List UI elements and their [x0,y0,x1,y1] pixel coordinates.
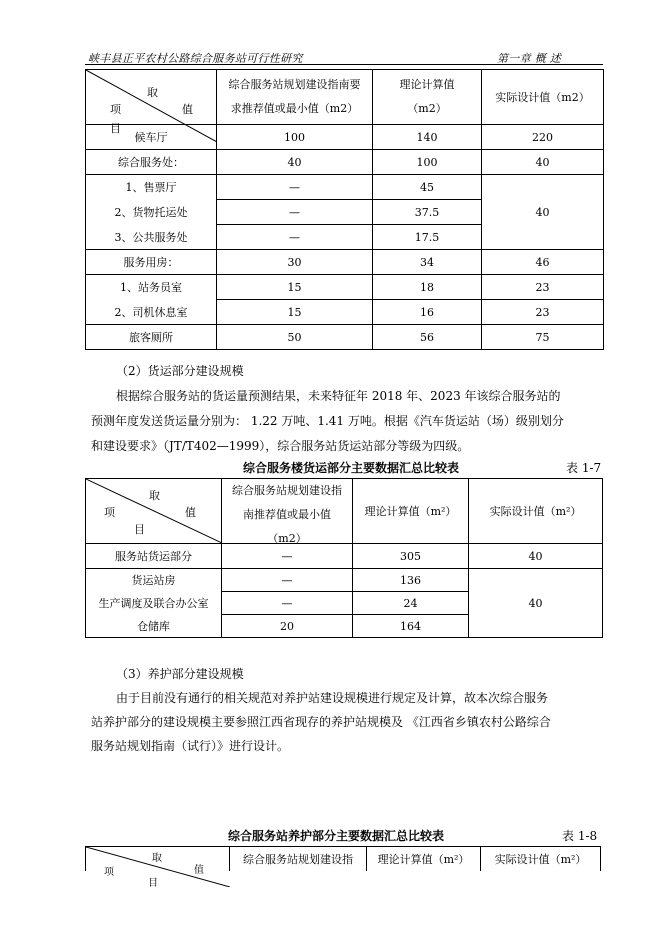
diag2-label-zhi: 值 [185,506,196,519]
row-calc: 136 [353,569,469,592]
section3-line1: 由于目前没有通行的相关规范对养护站建设规模进行规定及计算，故本次综合服务 [116,691,549,705]
row-calc: 140 [373,125,482,150]
diag2-label-xiang: 项 [104,506,115,519]
row-calc: 34 [373,250,482,275]
col-header-calc [373,70,482,125]
row-guide: — [222,544,353,569]
section2-line2: 预测年度发送货运量分别为： 1.22 万吨、1.41 万吨。根据《汽车货运站（场）级别划分 [91,414,564,428]
row-actual: 23 [482,300,604,325]
t2-col-header-guide-line3: （m2） [267,532,307,543]
row-name: 1、售票厅 [86,175,217,200]
row-calc: 305 [353,544,469,569]
table2-caption: 综合服务楼货运部分主要数据汇总比较表 [243,461,460,475]
t2-col-header-guide-line1: 综合服务站规划建设指 [232,484,342,497]
table-2 [85,478,603,638]
diag-label-xiang: 项 [110,103,121,116]
row-name: 1、站务员室 [86,275,217,300]
row-guide: 50 [217,325,373,350]
table-row [86,175,604,200]
section2-line1: 根据综合服务站的货运量预测结果，未来特征年 2018 年、2023 年该综合服务站的 [116,389,561,403]
diag-header-cell-2 [86,479,222,544]
row-name: 货运站房 [86,569,222,592]
row-guide: — [217,200,373,225]
col-header-actual: 实际设计值（m2） [482,70,604,125]
section3-line2: 站养护部分的建设规模主要参照江西省现存的养护站规模及 《江西省乡镇农村公路综合 [91,715,551,729]
diag2-label-mu: 目 [134,523,145,536]
row-guide: 15 [217,275,373,300]
row-actual-merged: 40 [469,569,603,638]
table-3 [85,846,601,887]
diag-label-zhi: 值 [182,103,193,116]
diag-label-mu: 目 [110,122,121,135]
row-name: 服务站货运部分 [86,544,222,569]
diag-header-cell [86,70,217,135]
row-guide: 30 [217,250,373,275]
row-guide: — [222,592,353,615]
row-actual-merged: 40 [482,175,604,250]
table3-number: 表 1-8 [562,829,598,843]
col-header-calc-line1: 理论计算值 [399,78,455,91]
row-name: 候车厅 [86,125,217,150]
header-rule [85,64,603,65]
row-name: 2、司机休息室 [86,300,217,325]
diag3-label-xiang: 项 [104,867,114,878]
section3-heading: （3）养护部分建设规模 [116,667,244,681]
row-calc: 24 [353,592,469,615]
diag2-label-qu: 取 [149,489,160,502]
section3-line3: 服务站规划指南（试行）》进行设计。 [91,739,290,753]
table-row [86,569,603,592]
table2-number: 表 1-7 [566,461,602,475]
row-actual: 46 [482,250,604,275]
row-calc: 16 [373,300,482,325]
diag-header-cell-3 [86,847,230,887]
t3-col-header-calc: 理论计算值（m²） [367,847,481,872]
diag3-label-zhi: 值 [194,865,204,876]
section2-line3: 和建设要求》（JT/T402—1999），综合服务站货运站部分等级为四级。 [91,439,470,453]
row-name: 仓储库 [86,615,222,638]
row-actual: 23 [482,275,604,300]
row-name: 生产调度及联合办公室 [86,592,222,615]
row-actual: 220 [482,125,604,150]
t3-col-header-guide: 综合服务站规划建设指 [230,847,367,872]
section2-heading: （2）货运部分建设规模 [116,364,244,378]
header-chapter: 第一章 概 述 [497,52,562,65]
row-calc: 45 [373,175,482,200]
table-row [86,325,604,350]
row-guide: — [217,175,373,200]
row-guide: 20 [222,615,353,638]
row-name: 旅客厕所 [86,325,217,350]
col-header-guide [217,70,373,125]
table-row [86,300,604,325]
row-calc: 37.5 [373,200,482,225]
row-name: 3、公共服务处 [86,225,217,250]
diag3-label-qu: 取 [152,853,162,864]
row-calc: 164 [353,615,469,638]
row-calc: 18 [373,275,482,300]
t2-col-header-guide [222,479,353,544]
row-name: 综合服务处： [86,150,217,175]
t2-col-header-actual: 实际设计值（m²） [469,479,603,544]
col-header-calc-line2: （m2） [407,102,447,115]
t2-col-header-calc: 理论计算值（m²） [353,479,469,544]
row-guide: 15 [217,300,373,325]
row-name: 服务用房： [86,250,217,275]
row-calc: 100 [373,150,482,175]
table-row [86,275,604,300]
row-actual: 40 [469,544,603,569]
table-row [86,150,604,175]
diag-label-qu: 取 [147,86,158,99]
header-title: 峡丰县正平农村公路综合服务站可行性研究 [88,52,303,65]
col-header-guide-line2: 求推荐值或最小值（m2） [230,102,359,115]
table-row [86,544,603,569]
table-row [86,250,604,275]
row-guide: — [222,569,353,592]
row-calc: 56 [373,325,482,350]
row-guide: — [217,225,373,250]
t2-col-header-guide-line2: 南推荐值或最小值 [243,508,331,521]
table-1 [85,69,604,350]
t3-col-header-actual: 实际设计值（m²） [481,847,601,872]
row-name: 2、货物托运处 [86,200,217,225]
row-actual: 40 [482,150,604,175]
row-calc: 17.5 [373,225,482,250]
row-guide: 40 [217,150,373,175]
table3-caption: 综合服务站养护部分主要数据汇总比较表 [228,829,445,843]
col-header-guide-line1: 综合服务站规划建设指南要 [228,78,361,91]
row-guide: 100 [217,125,373,150]
row-actual: 75 [482,325,604,350]
diag3-label-mu: 目 [148,878,158,887]
